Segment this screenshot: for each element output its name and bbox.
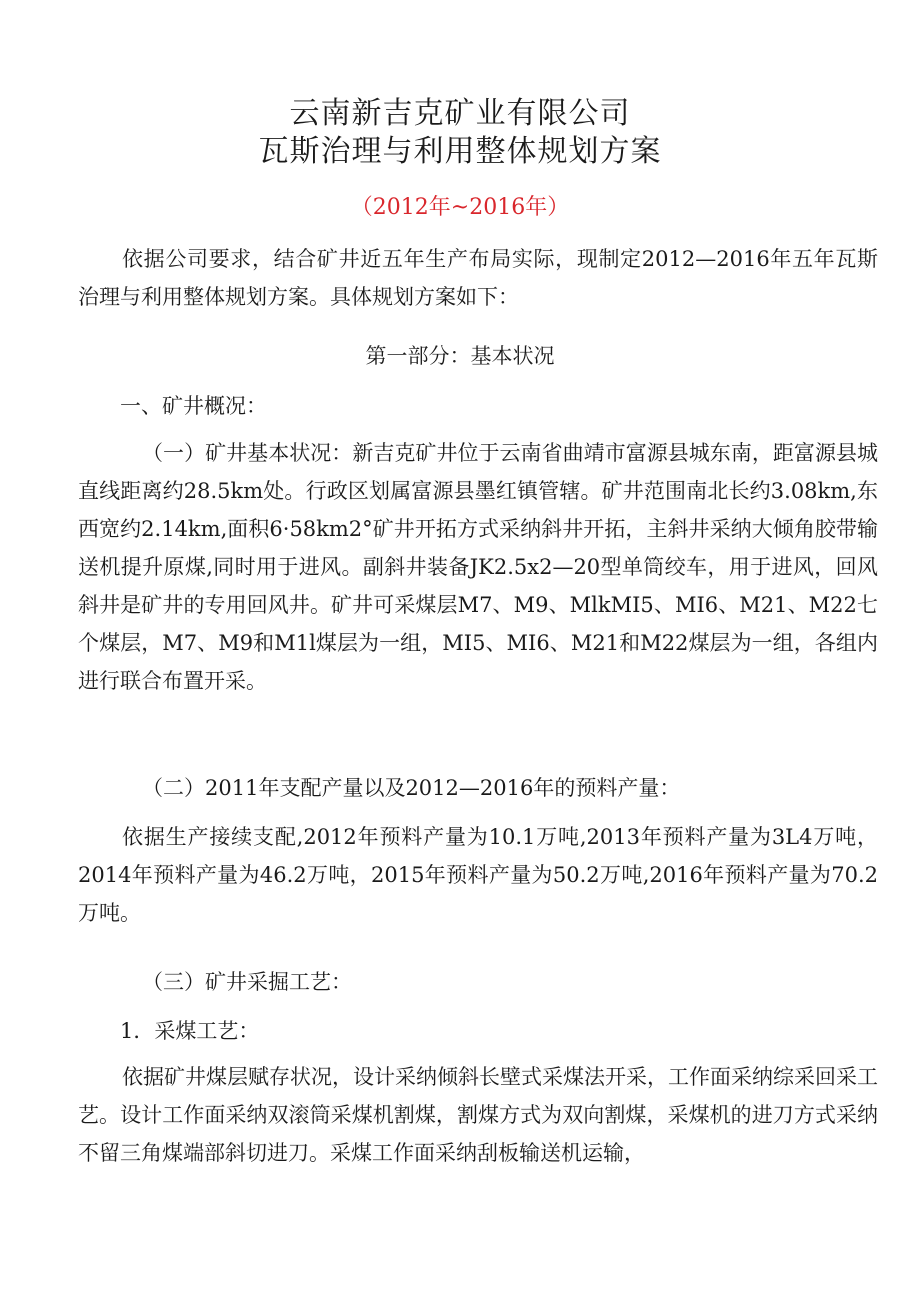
document-subtitle-years: （2012年~2016年） bbox=[350, 195, 570, 220]
document-title-plan: 瓦斯治理与利用整体规划方案 bbox=[258, 134, 662, 169]
section1-heading: 一、矿井概况： bbox=[120, 394, 267, 418]
sub3-heading: （三）矿井采掘工艺： bbox=[142, 970, 352, 994]
sub2-heading: （二）2011年支配产量以及2012—2016年的预料产量： bbox=[142, 776, 681, 800]
item1-paragraph: 依据矿井煤层赋存状况，设计采纳倾斜长壁式采煤法开采，工作面采纳综采回采工艺。设计工作面采纳双滚筒采煤机割煤，割煤方式为双向割煤，采煤机的进刀方式采纳不留三角煤端部斜切进刀。采煤工作面采纳刮板输送机运输， bbox=[78, 1065, 878, 1165]
item1-heading: 1．采煤工艺： bbox=[120, 1019, 260, 1043]
document-title-company: 云南新吉克矿业有限公司 bbox=[289, 96, 631, 131]
sub1-paragraph bbox=[78, 434, 878, 700]
intro-paragraph: 依据公司要求，结合矿井近五年生产布局实际，现制定2012—2016年五年瓦斯治理与利用整体规划方案。具体规划方案如下： bbox=[78, 247, 878, 309]
sub1-heading: （一）矿井基本状况： bbox=[142, 441, 353, 465]
sub1-body: 新吉克矿井位于云南省曲靖市富源县城东南，距富源县城直线距离约28.5km处。行政区划属富源县墨红镇管辖。矿井范围南北长约3.08km,东西宽约2.14km,面积6·58km2°矿井开拓方式采纳斜井开拓，主斜井采纳大倾角胶带输送机提升原煤,同时用于进风。副斜井装备JK2.5x2—20型单筒绞车，用于进风，回风斜井是矿井的专用回风井。矿井可采煤层M7、M9、MlkMI5、MI6、M21、M22七个煤层，M7、M9和M1l煤层为一组，MI5、MI6、M21和M22煤层为一组，各组内进行联合布置开采。 bbox=[78, 441, 879, 693]
part1-heading: 第一部分：基本状况 bbox=[365, 344, 555, 368]
sub2-paragraph: 依据生产接续支配,2012年预料产量为10.1万吨,2013年预料产量为3L4万吨，2014年预料产量为46.2万吨，2015年预料产量为50.2万吨,2016年预料产量为70.2万吨。 bbox=[78, 825, 878, 925]
